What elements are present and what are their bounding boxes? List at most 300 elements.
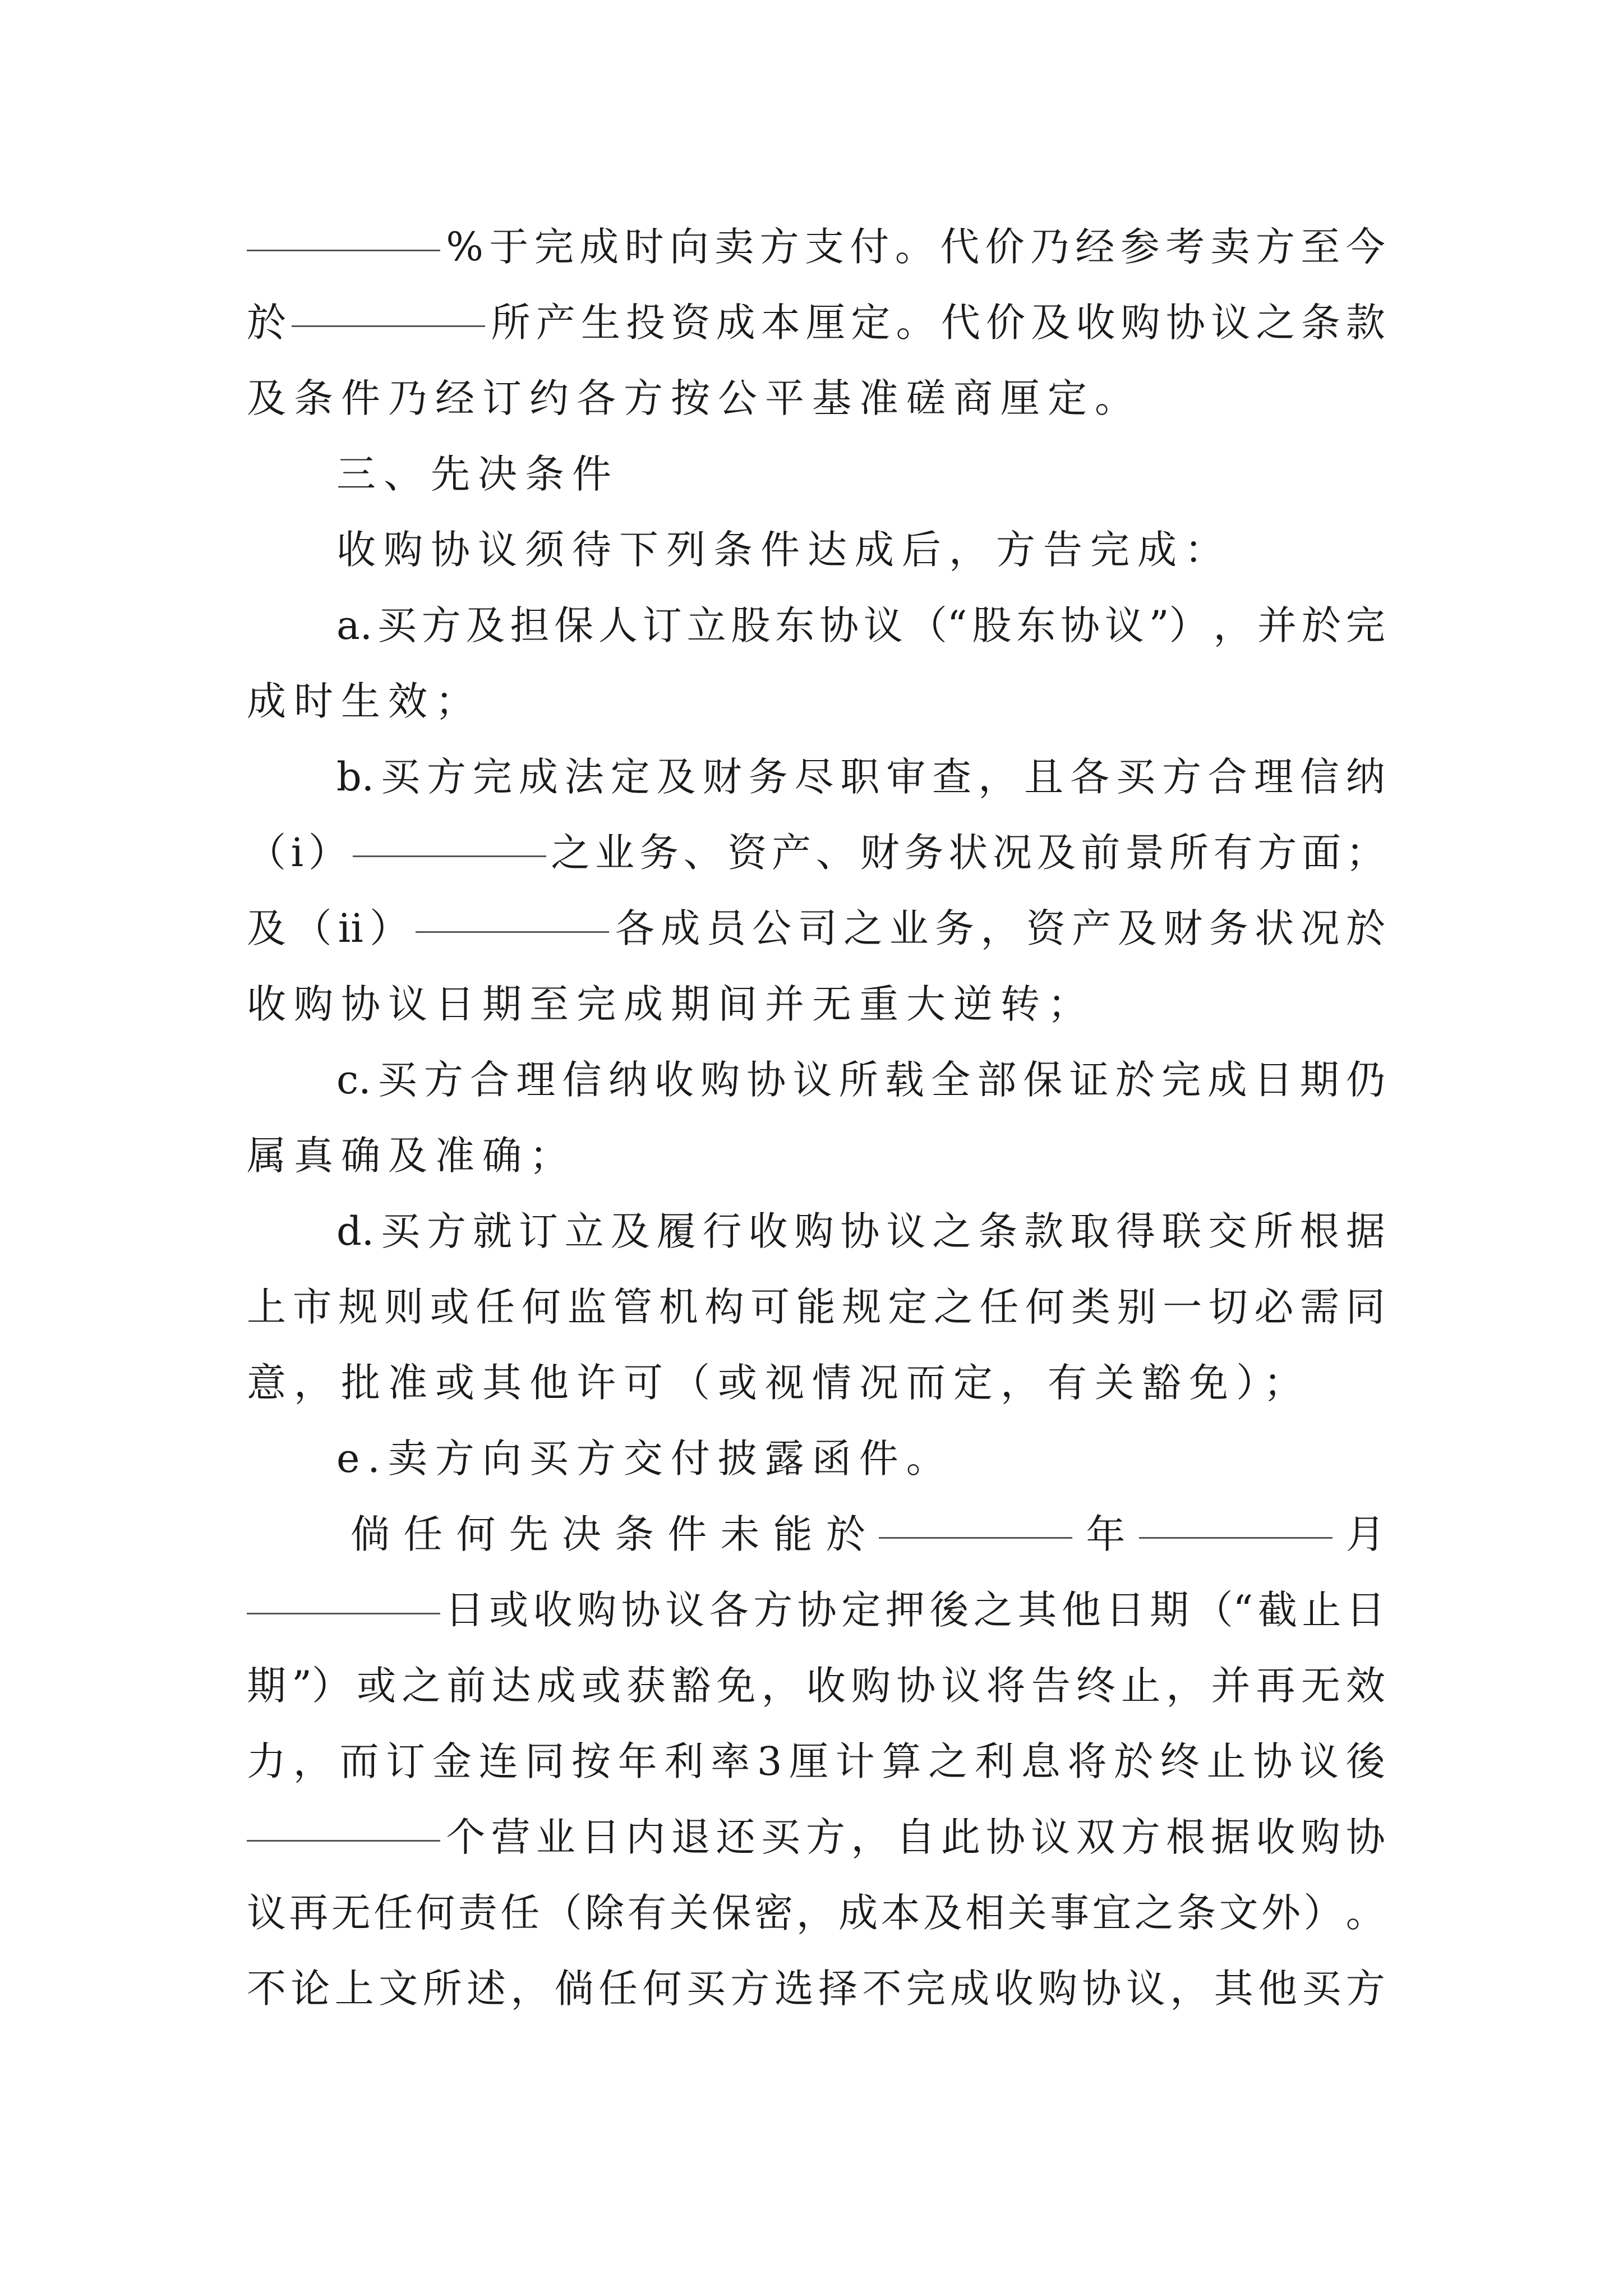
text-glyph: d. [336,1208,375,1254]
text-glyph: 力 [247,1738,286,1784]
text-glyph: ， [1213,602,1253,648]
text-glyph: 各 [577,375,624,421]
text-glyph: （“ [1193,1587,1253,1633]
text-glyph: 议 [941,1663,981,1709]
text-glyph: 行 [702,1208,742,1254]
text-glyph: 东 [775,602,815,648]
text-glyph: 方 [1121,1814,1160,1860]
text-glyph: 务 [935,905,975,951]
text-glyph: 协 [1082,1966,1122,2012]
text-glyph: 合 [1207,754,1247,800]
text-glyph: 终 [1160,1738,1200,1784]
text-glyph: 连 [478,1738,518,1784]
text-glyph: 交 [623,1435,671,1481]
text-glyph: 方 [1255,224,1295,270]
text-glyph: 协 [621,1587,661,1633]
text-glyph: 待 [572,527,619,573]
text-glyph: 卖 [714,224,754,270]
text-glyph: 而 [339,1738,379,1784]
text-glyph: 何 [1025,1284,1065,1330]
text-glyph: 规 [842,1284,882,1330]
text-glyph: 各 [615,905,654,951]
text-glyph: 方 [806,1814,846,1860]
text-glyph: 况 [992,830,1032,876]
text-glyph: 须 [525,527,572,573]
text-glyph: 状 [1255,905,1294,951]
text-glyph: 前 [446,1663,486,1709]
text-glyph: 可 [624,1360,671,1406]
fill-in-blank [1139,1503,1332,1539]
text-line [336,746,1385,808]
text-glyph: 保 [554,602,594,648]
text-glyph: 协 [341,981,388,1027]
text-glyph: 订 [482,375,529,421]
text-glyph: 类 [1071,1284,1110,1330]
text-line [247,367,1385,429]
text-glyph: 业 [889,905,929,951]
text-glyph: 买 [381,754,420,800]
text-glyph: 乃 [1030,224,1069,270]
text-glyph: 论 [291,1966,330,2012]
text-glyph: 仍 [1345,1057,1385,1103]
text-glyph: 买 [377,602,417,648]
text-line [247,1958,1385,2019]
text-glyph: 有 [1213,830,1253,876]
text-glyph: 定 [888,1284,928,1330]
text-glyph: 方 [426,754,466,800]
text-glyph: 之 [843,905,883,951]
text-glyph: 重 [859,981,906,1027]
text-glyph: 况 [1300,905,1340,951]
text-glyph: 定 [851,300,891,346]
text-glyph: 职 [840,754,880,800]
text-glyph: 告 [1031,1663,1071,1709]
text-glyph: ， [761,1663,801,1709]
text-glyph: 人 [598,602,638,648]
text-glyph: 关 [669,1890,709,1936]
text-glyph: 。 [1095,375,1142,421]
text-glyph: 收 [1076,300,1115,346]
text-glyph: ， [1170,1966,1210,2012]
text-glyph: 於 [1301,602,1341,648]
text-glyph: 状 [948,830,988,876]
text-glyph: 其 [482,1360,529,1406]
text-glyph: 资 [1026,905,1066,951]
text-glyph: 商 [953,375,1000,421]
text-glyph: 生 [341,678,388,724]
text-glyph: 生 [580,300,620,346]
text-glyph: ， [796,1890,836,1936]
text-glyph: 收 [806,1663,846,1709]
text-glyph: 购 [1038,1966,1078,2012]
text-glyph: 一 [1163,1284,1202,1330]
text-glyph: 于 [489,224,529,270]
text-glyph: 且 [1024,754,1064,800]
text-glyph: 所 [1253,1208,1293,1254]
text-glyph: 率 [711,1738,750,1784]
text-glyph: 或 [489,1587,529,1633]
text-glyph: 效 [1345,1663,1385,1709]
text-glyph: 及 [247,905,286,951]
text-glyph: 款 [1024,1208,1064,1254]
text-glyph: 营 [491,1814,531,1860]
text-glyph: 根 [1165,1814,1205,1860]
text-glyph: 成 [624,981,671,1027]
text-glyph: 何 [456,1511,496,1557]
text-glyph: 乃 [388,375,435,421]
text-glyph: ， [510,1966,550,2012]
text-glyph: 协 [986,1814,1026,1860]
text-glyph: 购 [1121,300,1160,346]
text-glyph: 据 [1211,1814,1251,1860]
text-glyph: 协 [840,1208,880,1254]
text-glyph: 成 [579,224,619,270]
text-glyph: 议 [1299,1738,1339,1784]
text-glyph: 属 [247,1133,294,1179]
text-glyph: 免 [1189,1360,1236,1406]
text-glyph: 卖 [1210,224,1250,270]
text-glyph: 担 [510,602,550,648]
text-glyph: 或 [435,1360,482,1406]
text-glyph: 构 [704,1284,744,1330]
text-glyph: 购 [851,1663,891,1709]
text-glyph: 收 [994,1966,1034,2012]
text-glyph: 公 [718,375,765,421]
text-glyph: 未 [720,1511,760,1557]
text-glyph: 件 [760,527,808,573]
text-glyph: 止 [1206,1738,1246,1784]
text-glyph: ”） [1149,602,1209,648]
text-glyph: （ [292,905,332,951]
text-glyph: 按 [571,1738,611,1784]
text-glyph: ， [980,905,1020,951]
text-glyph: 决 [478,451,525,497]
text-glyph: 履 [656,1208,696,1254]
text-glyph: 再 [289,1890,329,1936]
text-glyph: 外 [1261,1890,1301,1936]
text-glyph: 任 [500,1890,540,1936]
text-glyph: 三 [336,451,384,497]
text-glyph: 其 [1214,1966,1253,2012]
text-glyph: 股 [972,602,1012,648]
text-glyph: ， [294,1360,341,1406]
text-glyph: 条 [978,1208,1018,1254]
text-glyph: 他 [529,1360,577,1406]
text-glyph: 买 [686,1966,726,2012]
text-glyph: 约 [529,375,577,421]
text-glyph: 经 [435,375,482,421]
text-glyph: ； [435,678,482,724]
text-glyph: 所 [838,1057,878,1103]
text-glyph: c. [336,1057,371,1103]
text-glyph: 市 [292,1284,332,1330]
text-glyph: 面 [1302,830,1341,876]
text-glyph: （ [247,830,286,876]
text-glyph: 买 [1116,754,1155,800]
text-glyph: 再 [1256,1663,1295,1709]
text-glyph: 将 [1067,1738,1107,1784]
text-glyph: 先 [431,451,478,497]
text-glyph: 文 [379,1966,418,2012]
text-glyph: 理 [1253,754,1293,800]
text-glyph: 公 [752,905,792,951]
text-glyph: 任 [374,1890,413,1936]
text-glyph: 及 [247,375,294,421]
text-glyph: 不 [862,1966,902,2012]
text-glyph: 大 [906,981,953,1027]
text-glyph: 他 [1061,1587,1101,1633]
text-glyph: 协 [431,527,478,573]
text-glyph: 视 [765,1360,812,1406]
text-glyph: 及 [923,1890,962,1936]
text-glyph: 有 [627,1890,667,1936]
text-glyph: 日 [1345,1587,1385,1633]
text-glyph: 之 [932,1208,972,1254]
text-glyph: 平 [765,375,812,421]
text-glyph: 条 [1301,300,1340,346]
text-glyph: 方 [1257,830,1297,876]
text-glyph: 基 [812,375,859,421]
text-glyph: 厘 [1000,375,1048,421]
text-glyph: 至 [1301,224,1340,270]
text-glyph: 无 [812,981,859,1027]
text-glyph: ， [949,527,996,573]
text-glyph: 其 [1017,1587,1057,1633]
text-glyph: 下 [619,527,666,573]
text-glyph: 之 [402,1663,441,1709]
text-glyph: 事 [1050,1890,1090,1936]
text-glyph: 间 [718,981,765,1027]
text-glyph: 情 [812,1360,859,1406]
text-glyph: 方 [423,1057,463,1103]
text-line [336,1428,1385,1489]
text-glyph: 准 [388,1360,435,1406]
text-glyph: 日 [1253,1057,1293,1103]
text-glyph: 至 [529,981,577,1027]
text-glyph: 时 [294,678,341,724]
text-glyph: 前 [1081,830,1121,876]
text-glyph: 任 [476,1284,515,1330]
text-glyph: b. [336,754,375,800]
text-glyph: 查 [932,754,972,800]
text-glyph: 无 [331,1890,371,1936]
text-glyph: ； [1345,830,1385,876]
text-glyph: 载 [884,1057,924,1103]
text-glyph: 定 [610,754,650,800]
text-glyph: 规 [338,1284,378,1330]
text-glyph: 及 [1036,830,1076,876]
text-glyph: 本 [880,1890,920,1936]
text-glyph: 卖 [388,1435,435,1481]
text-glyph: 。 [906,1435,953,1481]
text-glyph: 选 [774,1966,814,2012]
text-glyph: 管 [613,1284,653,1330]
text-glyph: 此 [940,1814,980,1860]
text-glyph: ； [1264,1360,1311,1406]
text-glyph: 、 [384,451,431,497]
text-line [247,822,1385,884]
text-glyph: 立 [686,602,726,648]
text-glyph: 可 [750,1284,790,1330]
text-glyph: 定 [1048,375,1095,421]
text-glyph: 信 [1299,754,1339,800]
text-glyph: 完 [1345,602,1385,648]
text-glyph: ， [851,1814,891,1860]
text-glyph: 列 [666,527,713,573]
text-glyph: 收 [336,527,384,573]
text-glyph: 期 [1150,1587,1189,1633]
text-glyph: 方 [1345,1966,1385,2012]
text-glyph: 件 [667,1511,707,1557]
text-glyph: 条 [1177,1890,1216,1936]
text-glyph: 择 [818,1966,858,2012]
text-glyph: 必 [1254,1284,1294,1330]
text-glyph: 议 [478,527,525,573]
text-glyph: 或 [357,1663,396,1709]
text-glyph: 於 [1345,905,1385,951]
text-glyph: 按 [671,375,718,421]
text-glyph: 上 [247,1284,286,1330]
text-glyph: e. [336,1435,388,1481]
text-glyph: 露 [764,1435,812,1481]
text-glyph: 购 [577,1587,617,1633]
text-glyph: 联 [1161,1208,1201,1254]
text-line [336,1049,1385,1111]
text-glyph: ； [1048,981,1095,1027]
text-glyph: 立 [564,1208,604,1254]
text-glyph: 务 [1209,905,1248,951]
text-glyph: 述 [466,1966,506,2012]
text-line [247,973,1385,1035]
fill-in-blank [353,822,546,857]
text-glyph: 或 [582,1663,621,1709]
text-glyph: 协 [797,1587,837,1633]
text-glyph: % [446,224,483,270]
text-glyph: 责 [458,1890,497,1936]
text-glyph: 期 [1299,1057,1339,1103]
text-glyph: 完 [577,981,624,1027]
text-glyph: 切 [1208,1284,1248,1330]
text-glyph: 财 [702,754,742,800]
text-glyph: 磋 [906,375,953,421]
text-line [247,1806,1385,1868]
text-glyph: 厘 [806,300,846,346]
text-glyph: 及 [388,1133,435,1179]
text-glyph: 无 [1301,1663,1340,1709]
text-glyph: 成 [838,1890,878,1936]
text-glyph: 取 [1070,1208,1110,1254]
text-glyph: 方 [759,224,799,270]
text-line [247,1731,1385,1792]
text-glyph: 宜 [1092,1890,1132,1936]
text-glyph: 及 [465,602,505,648]
text-glyph: 密 [754,1890,794,1936]
text-glyph: 合 [470,1057,510,1103]
text-glyph: 何 [416,1890,455,1936]
text-glyph: 则 [384,1284,423,1330]
text-glyph: 得 [1116,1208,1155,1254]
text-glyph: 先 [509,1511,548,1557]
text-glyph: 年 [1086,1511,1126,1557]
text-glyph: 退 [671,1814,711,1860]
text-glyph: 方 [576,1435,624,1481]
text-glyph: 完 [1090,527,1137,573]
text-glyph: 成 [716,300,755,346]
text-glyph: 保 [1023,1057,1063,1103]
text-glyph: 完 [1161,1057,1201,1103]
text-glyph: 定 [841,1587,881,1633]
text-glyph: 资 [727,830,767,876]
text-glyph: 件 [341,375,388,421]
text-glyph: 监 [567,1284,607,1330]
text-glyph: 参 [1120,224,1160,270]
text-glyph: 买 [760,1814,800,1860]
text-glyph: 之 [1134,1890,1174,1936]
text-glyph: 买 [1302,1966,1341,2012]
text-glyph: 条 [615,1511,654,1557]
text-glyph: 期 [671,981,718,1027]
text-glyph: 止 [1121,1663,1161,1709]
text-glyph: 全 [931,1057,971,1103]
text-glyph: 收 [533,1587,573,1633]
text-glyph: 别 [1117,1284,1156,1330]
text-glyph: 成 [1207,1057,1247,1103]
text-glyph: 之 [928,1738,968,1784]
text-glyph: 价 [986,300,1026,346]
text-glyph: 向 [482,1435,529,1481]
text-glyph: 方 [753,1587,793,1633]
text-glyph: 条 [294,375,341,421]
text-glyph: 豁 [1142,1360,1189,1406]
text-glyph: 确 [341,1133,388,1179]
text-glyph: 任 [403,1511,443,1557]
text-glyph: 达 [491,1663,531,1709]
text-glyph: 倘 [554,1966,594,2012]
text-glyph: 收 [1256,1814,1295,1860]
text-glyph: 於 [826,1511,865,1557]
text-glyph: 後 [1345,1738,1385,1784]
text-glyph: 协 [1165,300,1205,346]
text-glyph: 价 [985,224,1025,270]
text-glyph: ， [293,1738,333,1784]
text-glyph: 议 [863,602,903,648]
text-glyph: 成 [518,754,558,800]
text-glyph: 向 [669,224,709,270]
text-glyph: ） [1236,1360,1264,1406]
fill-in-blank [247,1806,440,1842]
text-glyph: 文 [1219,1890,1258,1936]
text-glyph: 订 [386,1738,426,1784]
text-glyph: 将 [986,1663,1026,1709]
text-glyph: 日 [435,981,482,1027]
text-glyph: 财 [1163,905,1203,951]
text-glyph: 保 [712,1890,751,1936]
text-glyph: ： [1184,527,1232,573]
text-glyph: 务 [904,830,944,876]
text-glyph: 购 [1301,1814,1340,1860]
text-glyph: a. [336,602,372,648]
fill-in-blank [292,292,485,327]
text-glyph: 许 [577,1360,624,1406]
text-glyph: 代 [940,300,980,346]
text-glyph: 成 [661,905,700,951]
text-glyph: 而 [906,1360,953,1406]
text-glyph: 准 [435,1133,482,1179]
text-glyph: 利 [975,1738,1015,1784]
text-glyph: 投 [626,300,666,346]
text-glyph: 买 [377,1057,417,1103]
text-glyph: 任 [979,1284,1019,1330]
